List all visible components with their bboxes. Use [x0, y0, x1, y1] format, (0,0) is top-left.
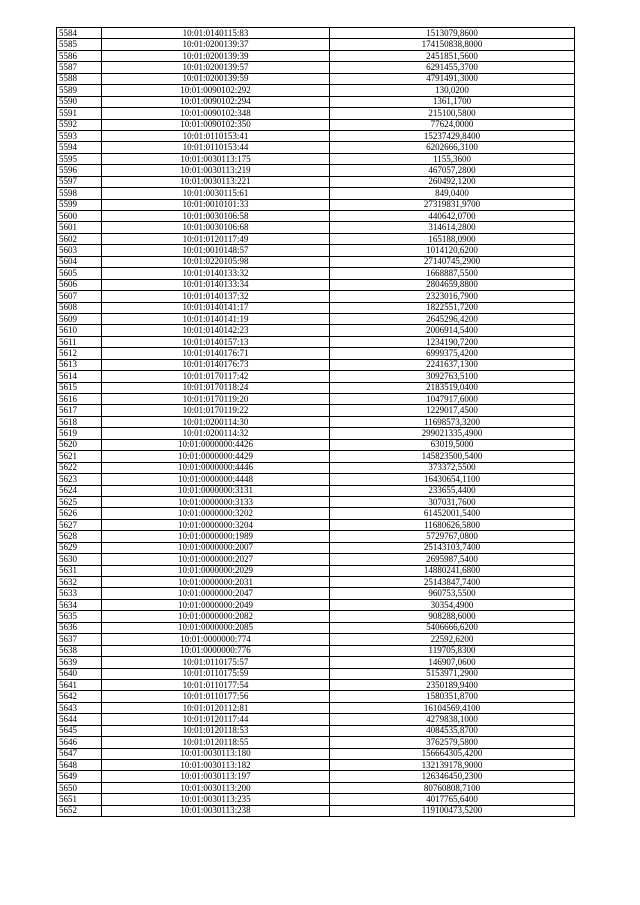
cadastral-number-cell: 10:01:0000000:3202	[102, 508, 330, 519]
value-cell: 5729767,0800	[330, 531, 575, 542]
value-cell: 80760808,7100	[330, 782, 575, 793]
cadastral-number-cell: 10:01:0140133:34	[102, 279, 330, 290]
row-number-cell: 5648	[57, 760, 102, 771]
cadastral-number-cell: 10:01:0140141:19	[102, 313, 330, 324]
table-row	[57, 245, 575, 256]
value-cell: 1229017,4500	[330, 405, 575, 416]
cadastral-number-cell: 10:01:0030113:219	[102, 165, 330, 176]
cadastral-number-cell: 10:01:0000000:2031	[102, 577, 330, 588]
row-number-cell: 5650	[57, 782, 102, 793]
cadastral-number-cell: 10:01:0200139:57	[102, 62, 330, 73]
cadastral-number-cell: 10:01:0110175:59	[102, 668, 330, 679]
value-cell: 1155,3600	[330, 153, 575, 164]
table-row	[57, 348, 575, 359]
value-cell: 6202666,3100	[330, 142, 575, 153]
table-row	[57, 519, 575, 530]
row-number-cell: 5651	[57, 794, 102, 805]
value-cell: 307031,7600	[330, 496, 575, 507]
cadastral-number-cell: 10:01:0000000:3131	[102, 485, 330, 496]
cadastral-number-cell: 10:01:0140176:73	[102, 359, 330, 370]
table-row	[57, 782, 575, 793]
row-number-cell: 5605	[57, 268, 102, 279]
value-cell: 156664305,4200	[330, 748, 575, 759]
value-cell: 15237429,8400	[330, 130, 575, 141]
cadastral-number-cell: 10:01:0030113:221	[102, 176, 330, 187]
row-number-cell: 5621	[57, 451, 102, 462]
value-cell: 27319831,9700	[330, 199, 575, 210]
row-number-cell: 5620	[57, 439, 102, 450]
value-cell: 373372,5500	[330, 462, 575, 473]
value-cell: 908288,6000	[330, 611, 575, 622]
value-cell: 1361,1700	[330, 96, 575, 107]
table-row	[57, 302, 575, 313]
row-number-cell: 5596	[57, 165, 102, 176]
table-row	[57, 805, 575, 816]
row-number-cell: 5625	[57, 496, 102, 507]
row-number-cell: 5585	[57, 39, 102, 50]
table-row	[57, 725, 575, 736]
row-number-cell: 5642	[57, 691, 102, 702]
row-number-cell: 5600	[57, 211, 102, 222]
cadastral-number-cell: 10:01:0000000:2029	[102, 565, 330, 576]
row-number-cell: 5643	[57, 702, 102, 713]
table-row	[57, 28, 575, 39]
cadastral-number-cell: 10:01:0000000:774	[102, 634, 330, 645]
cadastral-number-cell: 10:01:0030106:58	[102, 211, 330, 222]
cadastral-number-cell: 10:01:0000000:2085	[102, 622, 330, 633]
value-cell: 2183519,0400	[330, 382, 575, 393]
table-row	[57, 714, 575, 725]
table-row	[57, 702, 575, 713]
row-number-cell: 5617	[57, 405, 102, 416]
row-number-cell: 5622	[57, 462, 102, 473]
row-number-cell: 5634	[57, 599, 102, 610]
cadastral-number-cell: 10:01:0090102:348	[102, 108, 330, 119]
value-cell: 2645296,4200	[330, 313, 575, 324]
table-row	[57, 142, 575, 153]
cadastral-number-cell: 10:01:0140176:71	[102, 348, 330, 359]
value-cell: 440642,0700	[330, 211, 575, 222]
row-number-cell: 5599	[57, 199, 102, 210]
row-number-cell: 5613	[57, 359, 102, 370]
table-row	[57, 474, 575, 485]
table-row	[57, 313, 575, 324]
row-number-cell: 5601	[57, 222, 102, 233]
value-cell: 467057,2800	[330, 165, 575, 176]
table-row	[57, 108, 575, 119]
row-number-cell: 5606	[57, 279, 102, 290]
value-cell: 233655,4400	[330, 485, 575, 496]
cadastral-value-table	[56, 27, 575, 817]
cadastral-number-cell: 10:01:0110177:54	[102, 679, 330, 690]
value-cell: 4791491,3000	[330, 73, 575, 84]
cadastral-number-cell: 10:01:0120118:53	[102, 725, 330, 736]
row-number-cell: 5589	[57, 85, 102, 96]
value-cell: 130,0200	[330, 85, 575, 96]
value-cell: 16104569,4100	[330, 702, 575, 713]
row-number-cell: 5633	[57, 588, 102, 599]
value-cell: 6291455,3700	[330, 62, 575, 73]
row-number-cell: 5594	[57, 142, 102, 153]
value-cell: 2323016,7900	[330, 291, 575, 302]
table-row	[57, 371, 575, 382]
row-number-cell: 5645	[57, 725, 102, 736]
row-number-cell: 5646	[57, 737, 102, 748]
value-cell: 11698573,3200	[330, 416, 575, 427]
table-row	[57, 85, 575, 96]
value-cell: 3092763,5100	[330, 371, 575, 382]
row-number-cell: 5637	[57, 634, 102, 645]
row-number-cell: 5590	[57, 96, 102, 107]
table-row	[57, 153, 575, 164]
table-row	[57, 794, 575, 805]
value-cell: 960753,5500	[330, 588, 575, 599]
table-row	[57, 622, 575, 633]
cadastral-number-cell: 10:01:0030113:197	[102, 771, 330, 782]
cadastral-number-cell: 10:01:0140133:32	[102, 268, 330, 279]
value-cell: 174150838,8000	[330, 39, 575, 50]
table-row	[57, 462, 575, 473]
table-row	[57, 565, 575, 576]
row-number-cell: 5607	[57, 291, 102, 302]
row-number-cell: 5652	[57, 805, 102, 816]
table-row	[57, 748, 575, 759]
cadastral-number-cell: 10:01:0000000:4426	[102, 439, 330, 450]
table-row	[57, 611, 575, 622]
value-cell: 119705,8300	[330, 645, 575, 656]
table-row	[57, 119, 575, 130]
cadastral-number-cell: 10:01:0000000:2082	[102, 611, 330, 622]
cadastral-number-cell: 10:01:0000000:776	[102, 645, 330, 656]
row-number-cell: 5604	[57, 256, 102, 267]
cadastral-number-cell: 10:01:0140137:32	[102, 291, 330, 302]
table-row	[57, 291, 575, 302]
row-number-cell: 5588	[57, 73, 102, 84]
table-row	[57, 531, 575, 542]
row-number-cell: 5641	[57, 679, 102, 690]
value-cell: 4084535,8700	[330, 725, 575, 736]
table-row	[57, 737, 575, 748]
table-row	[57, 542, 575, 553]
table-row	[57, 405, 575, 416]
table-row	[57, 394, 575, 405]
value-cell: 1580351,8700	[330, 691, 575, 702]
row-number-cell: 5636	[57, 622, 102, 633]
value-cell: 1822551,7200	[330, 302, 575, 313]
table-row	[57, 256, 575, 267]
row-number-cell: 5626	[57, 508, 102, 519]
table-row	[57, 199, 575, 210]
cadastral-number-cell: 10:01:0120117:49	[102, 233, 330, 244]
cadastral-number-cell: 10:01:0000000:2049	[102, 599, 330, 610]
table-row	[57, 222, 575, 233]
value-cell: 30354,4900	[330, 599, 575, 610]
row-number-cell: 5631	[57, 565, 102, 576]
table-row	[57, 554, 575, 565]
table-row	[57, 428, 575, 439]
cadastral-number-cell: 10:01:0140142:23	[102, 325, 330, 336]
cadastral-number-cell: 10:01:0110175:57	[102, 657, 330, 668]
value-cell: 849,0400	[330, 188, 575, 199]
cadastral-number-cell: 10:01:0220105:98	[102, 256, 330, 267]
row-number-cell: 5630	[57, 554, 102, 565]
row-number-cell: 5602	[57, 233, 102, 244]
row-number-cell: 5632	[57, 577, 102, 588]
value-cell: 260492,1200	[330, 176, 575, 187]
table-row	[57, 439, 575, 450]
cadastral-number-cell: 10:01:0090102:294	[102, 96, 330, 107]
value-cell: 119100473,5200	[330, 805, 575, 816]
value-cell: 1014120,6200	[330, 245, 575, 256]
value-cell: 27140745,2900	[330, 256, 575, 267]
table-row	[57, 668, 575, 679]
value-cell: 1668887,5500	[330, 268, 575, 279]
table-row	[57, 211, 575, 222]
table-row	[57, 233, 575, 244]
cadastral-number-cell: 10:01:0200114:32	[102, 428, 330, 439]
row-number-cell: 5603	[57, 245, 102, 256]
row-number-cell: 5635	[57, 611, 102, 622]
table-row	[57, 359, 575, 370]
cadastral-number-cell: 10:01:0030115:61	[102, 188, 330, 199]
cadastral-number-cell: 10:01:0090102:292	[102, 85, 330, 96]
row-number-cell: 5598	[57, 188, 102, 199]
cadastral-number-cell: 10:01:0030113:175	[102, 153, 330, 164]
cadastral-number-cell: 10:01:0170119:20	[102, 394, 330, 405]
cadastral-number-cell: 10:01:0000000:3204	[102, 519, 330, 530]
row-number-cell: 5649	[57, 771, 102, 782]
table-row	[57, 268, 575, 279]
cadastral-number-cell: 10:01:0000000:2027	[102, 554, 330, 565]
cadastral-number-cell: 10:01:0010148:57	[102, 245, 330, 256]
table-row	[57, 62, 575, 73]
row-number-cell: 5584	[57, 28, 102, 39]
cadastral-number-cell: 10:01:0110153:44	[102, 142, 330, 153]
cadastral-number-cell: 10:01:0000000:4429	[102, 451, 330, 462]
row-number-cell: 5647	[57, 748, 102, 759]
value-cell: 2241637,1300	[330, 359, 575, 370]
row-number-cell: 5586	[57, 50, 102, 61]
cadastral-number-cell: 10:01:0170119:22	[102, 405, 330, 416]
table-row	[57, 691, 575, 702]
row-number-cell: 5610	[57, 325, 102, 336]
table-row	[57, 496, 575, 507]
row-number-cell: 5595	[57, 153, 102, 164]
cadastral-number-cell: 10:01:0000000:3133	[102, 496, 330, 507]
row-number-cell: 5608	[57, 302, 102, 313]
cadastral-number-cell: 10:01:0000000:2047	[102, 588, 330, 599]
row-number-cell: 5612	[57, 348, 102, 359]
value-cell: 22592,6200	[330, 634, 575, 645]
table-row	[57, 679, 575, 690]
row-number-cell: 5628	[57, 531, 102, 542]
cadastral-number-cell: 10:01:0170118:24	[102, 382, 330, 393]
row-number-cell: 5591	[57, 108, 102, 119]
table-row	[57, 588, 575, 599]
value-cell: 25143103,7400	[330, 542, 575, 553]
value-cell: 2006914,5400	[330, 325, 575, 336]
value-cell: 215100,5800	[330, 108, 575, 119]
value-cell: 11680626,5800	[330, 519, 575, 530]
table-row	[57, 599, 575, 610]
cadastral-number-cell: 10:01:0120117:44	[102, 714, 330, 725]
value-cell: 145823500,5400	[330, 451, 575, 462]
table-row	[57, 96, 575, 107]
value-cell: 2695987,5400	[330, 554, 575, 565]
cadastral-number-cell: 10:01:0000000:2007	[102, 542, 330, 553]
value-cell: 14880241,6800	[330, 565, 575, 576]
cadastral-number-cell: 10:01:0120112:81	[102, 702, 330, 713]
table-row	[57, 325, 575, 336]
table-row	[57, 657, 575, 668]
cadastral-number-cell: 10:01:0090102:350	[102, 119, 330, 130]
row-number-cell: 5618	[57, 416, 102, 427]
cadastral-number-cell: 10:01:0030113:182	[102, 760, 330, 771]
cadastral-number-cell: 10:01:0000000:4448	[102, 474, 330, 485]
row-number-cell: 5592	[57, 119, 102, 130]
cadastral-number-cell: 10:01:0110177:56	[102, 691, 330, 702]
value-cell: 4017765,6400	[330, 794, 575, 805]
value-cell: 63019,5000	[330, 439, 575, 450]
value-cell: 1047917,6000	[330, 394, 575, 405]
cadastral-number-cell: 10:01:0140157:13	[102, 336, 330, 347]
table-row	[57, 485, 575, 496]
row-number-cell: 5616	[57, 394, 102, 405]
cadastral-number-cell: 10:01:0030113:238	[102, 805, 330, 816]
table-row	[57, 188, 575, 199]
value-cell: 25143847,7400	[330, 577, 575, 588]
table-body	[57, 28, 575, 817]
value-cell: 1234190,7200	[330, 336, 575, 347]
table-row	[57, 165, 575, 176]
row-number-cell: 5609	[57, 313, 102, 324]
value-cell: 16430654,1100	[330, 474, 575, 485]
table-row	[57, 760, 575, 771]
cadastral-number-cell: 10:01:0030106:68	[102, 222, 330, 233]
row-number-cell: 5587	[57, 62, 102, 73]
row-number-cell: 5638	[57, 645, 102, 656]
table-row	[57, 451, 575, 462]
table-row	[57, 130, 575, 141]
value-cell: 132139178,9000	[330, 760, 575, 771]
row-number-cell: 5615	[57, 382, 102, 393]
cadastral-number-cell: 10:01:0200139:37	[102, 39, 330, 50]
cadastral-number-cell: 10:01:0000000:4446	[102, 462, 330, 473]
value-cell: 5153971,2900	[330, 668, 575, 679]
value-cell: 4279838,1000	[330, 714, 575, 725]
value-cell: 165188,0900	[330, 233, 575, 244]
cadastral-number-cell: 10:01:0200139:59	[102, 73, 330, 84]
cadastral-number-cell: 10:01:0140141:17	[102, 302, 330, 313]
table-row	[57, 336, 575, 347]
value-cell: 1513079,8600	[330, 28, 575, 39]
row-number-cell: 5623	[57, 474, 102, 485]
table-row	[57, 577, 575, 588]
row-number-cell: 5611	[57, 336, 102, 347]
cadastral-number-cell: 10:01:0200114:30	[102, 416, 330, 427]
cadastral-number-cell: 10:01:0030113:200	[102, 782, 330, 793]
table-row	[57, 508, 575, 519]
cadastral-number-cell: 10:01:0000000:1989	[102, 531, 330, 542]
value-cell: 2804659,8800	[330, 279, 575, 290]
value-cell: 314614,2800	[330, 222, 575, 233]
value-cell: 2350189,9400	[330, 679, 575, 690]
cadastral-number-cell: 10:01:0110153:41	[102, 130, 330, 141]
value-cell: 5406666,6200	[330, 622, 575, 633]
row-number-cell: 5597	[57, 176, 102, 187]
row-number-cell: 5619	[57, 428, 102, 439]
cadastral-number-cell: 10:01:0200139:39	[102, 50, 330, 61]
row-number-cell: 5624	[57, 485, 102, 496]
value-cell: 3762579,5800	[330, 737, 575, 748]
row-number-cell: 5627	[57, 519, 102, 530]
cadastral-number-cell: 10:01:0030113:180	[102, 748, 330, 759]
row-number-cell: 5593	[57, 130, 102, 141]
table-row	[57, 39, 575, 50]
value-cell: 6999375,4200	[330, 348, 575, 359]
table-row	[57, 176, 575, 187]
row-number-cell: 5614	[57, 371, 102, 382]
cadastral-number-cell: 10:01:0140115:83	[102, 28, 330, 39]
table-row	[57, 645, 575, 656]
table-row	[57, 771, 575, 782]
cadastral-number-cell: 10:01:0120118:55	[102, 737, 330, 748]
cadastral-number-cell: 10:01:0010101:33	[102, 199, 330, 210]
cadastral-number-cell: 10:01:0170117:42	[102, 371, 330, 382]
row-number-cell: 5640	[57, 668, 102, 679]
row-number-cell: 5629	[57, 542, 102, 553]
value-cell: 126346450,2300	[330, 771, 575, 782]
row-number-cell: 5639	[57, 657, 102, 668]
table-row	[57, 382, 575, 393]
value-cell: 61452001,5400	[330, 508, 575, 519]
table-row	[57, 50, 575, 61]
value-cell: 299021335,4900	[330, 428, 575, 439]
table-row	[57, 416, 575, 427]
table-row	[57, 73, 575, 84]
row-number-cell: 5644	[57, 714, 102, 725]
cadastral-number-cell: 10:01:0030113:235	[102, 794, 330, 805]
table-row	[57, 279, 575, 290]
value-cell: 2451851,5600	[330, 50, 575, 61]
table-row	[57, 634, 575, 645]
value-cell: 77624,0000	[330, 119, 575, 130]
value-cell: 146907,0600	[330, 657, 575, 668]
